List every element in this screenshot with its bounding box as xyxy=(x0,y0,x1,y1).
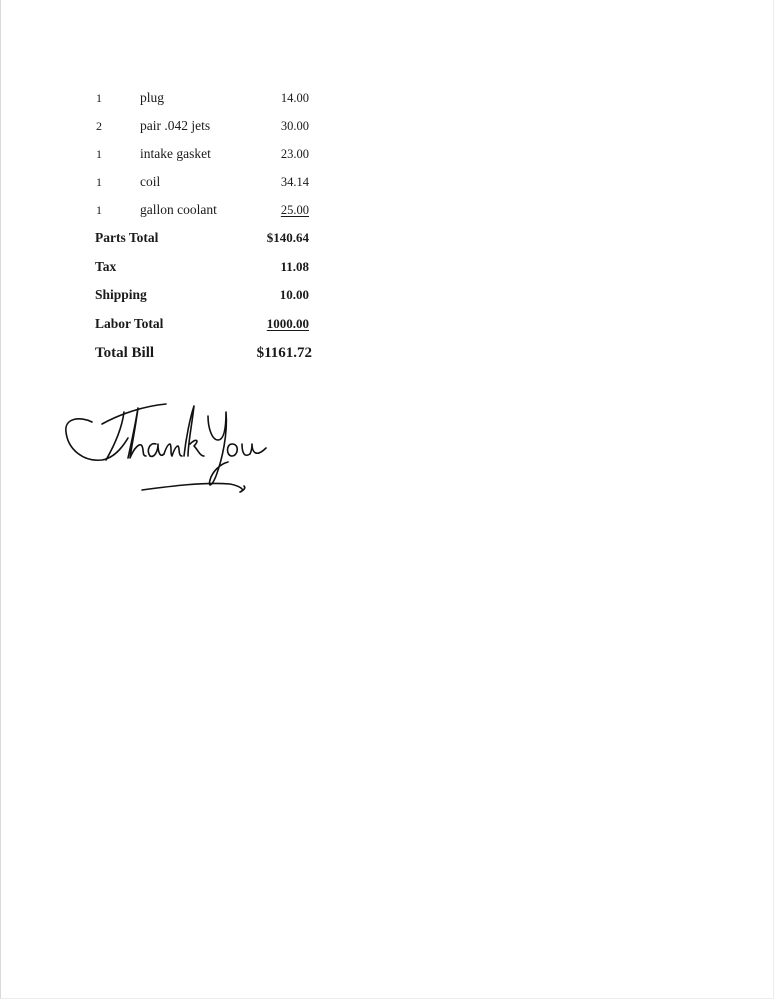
thank-you-signature xyxy=(62,398,272,502)
tax-row xyxy=(95,253,335,282)
shipping-value: 10.00 xyxy=(279,287,309,302)
item-amount: 14.00 xyxy=(280,91,309,105)
item-description: intake gasket xyxy=(140,146,211,161)
total-bill-label: Total Bill xyxy=(95,345,155,361)
labor-total-label: Labor Total xyxy=(95,315,164,331)
item-amount: 25.00 xyxy=(280,203,309,217)
item-quantity: 1 xyxy=(96,203,102,217)
line-item xyxy=(95,84,335,112)
tax-value: 11.08 xyxy=(280,258,309,274)
item-description: gallon coolant xyxy=(140,202,217,217)
item-description: coil xyxy=(140,174,161,189)
labor-total-row xyxy=(95,310,335,339)
item-amount: 23.00 xyxy=(280,147,309,161)
item-quantity: 1 xyxy=(96,147,102,161)
shipping-label: Shipping xyxy=(95,287,147,302)
invoice-table xyxy=(95,84,335,368)
shipping-row xyxy=(95,281,335,310)
item-description: pair .042 jets xyxy=(140,118,211,133)
line-item xyxy=(95,140,335,168)
item-quantity: 1 xyxy=(96,175,102,189)
parts-total-label: Parts Total xyxy=(95,230,159,245)
total-bill-value: $1161.72 xyxy=(256,345,312,361)
line-item xyxy=(95,112,335,140)
labor-total-value: 1000.00 xyxy=(266,315,309,331)
total-bill-row xyxy=(95,338,335,368)
item-quantity: 2 xyxy=(96,119,102,133)
item-amount: 30.00 xyxy=(280,119,309,133)
parts-total-row xyxy=(95,224,335,253)
line-item xyxy=(95,168,335,196)
line-item xyxy=(95,196,335,224)
item-description: plug xyxy=(140,90,165,105)
item-quantity: 1 xyxy=(96,91,102,105)
parts-total-value: $140.64 xyxy=(266,230,309,245)
item-amount: 34.14 xyxy=(280,175,309,189)
tax-label: Tax xyxy=(95,258,117,274)
